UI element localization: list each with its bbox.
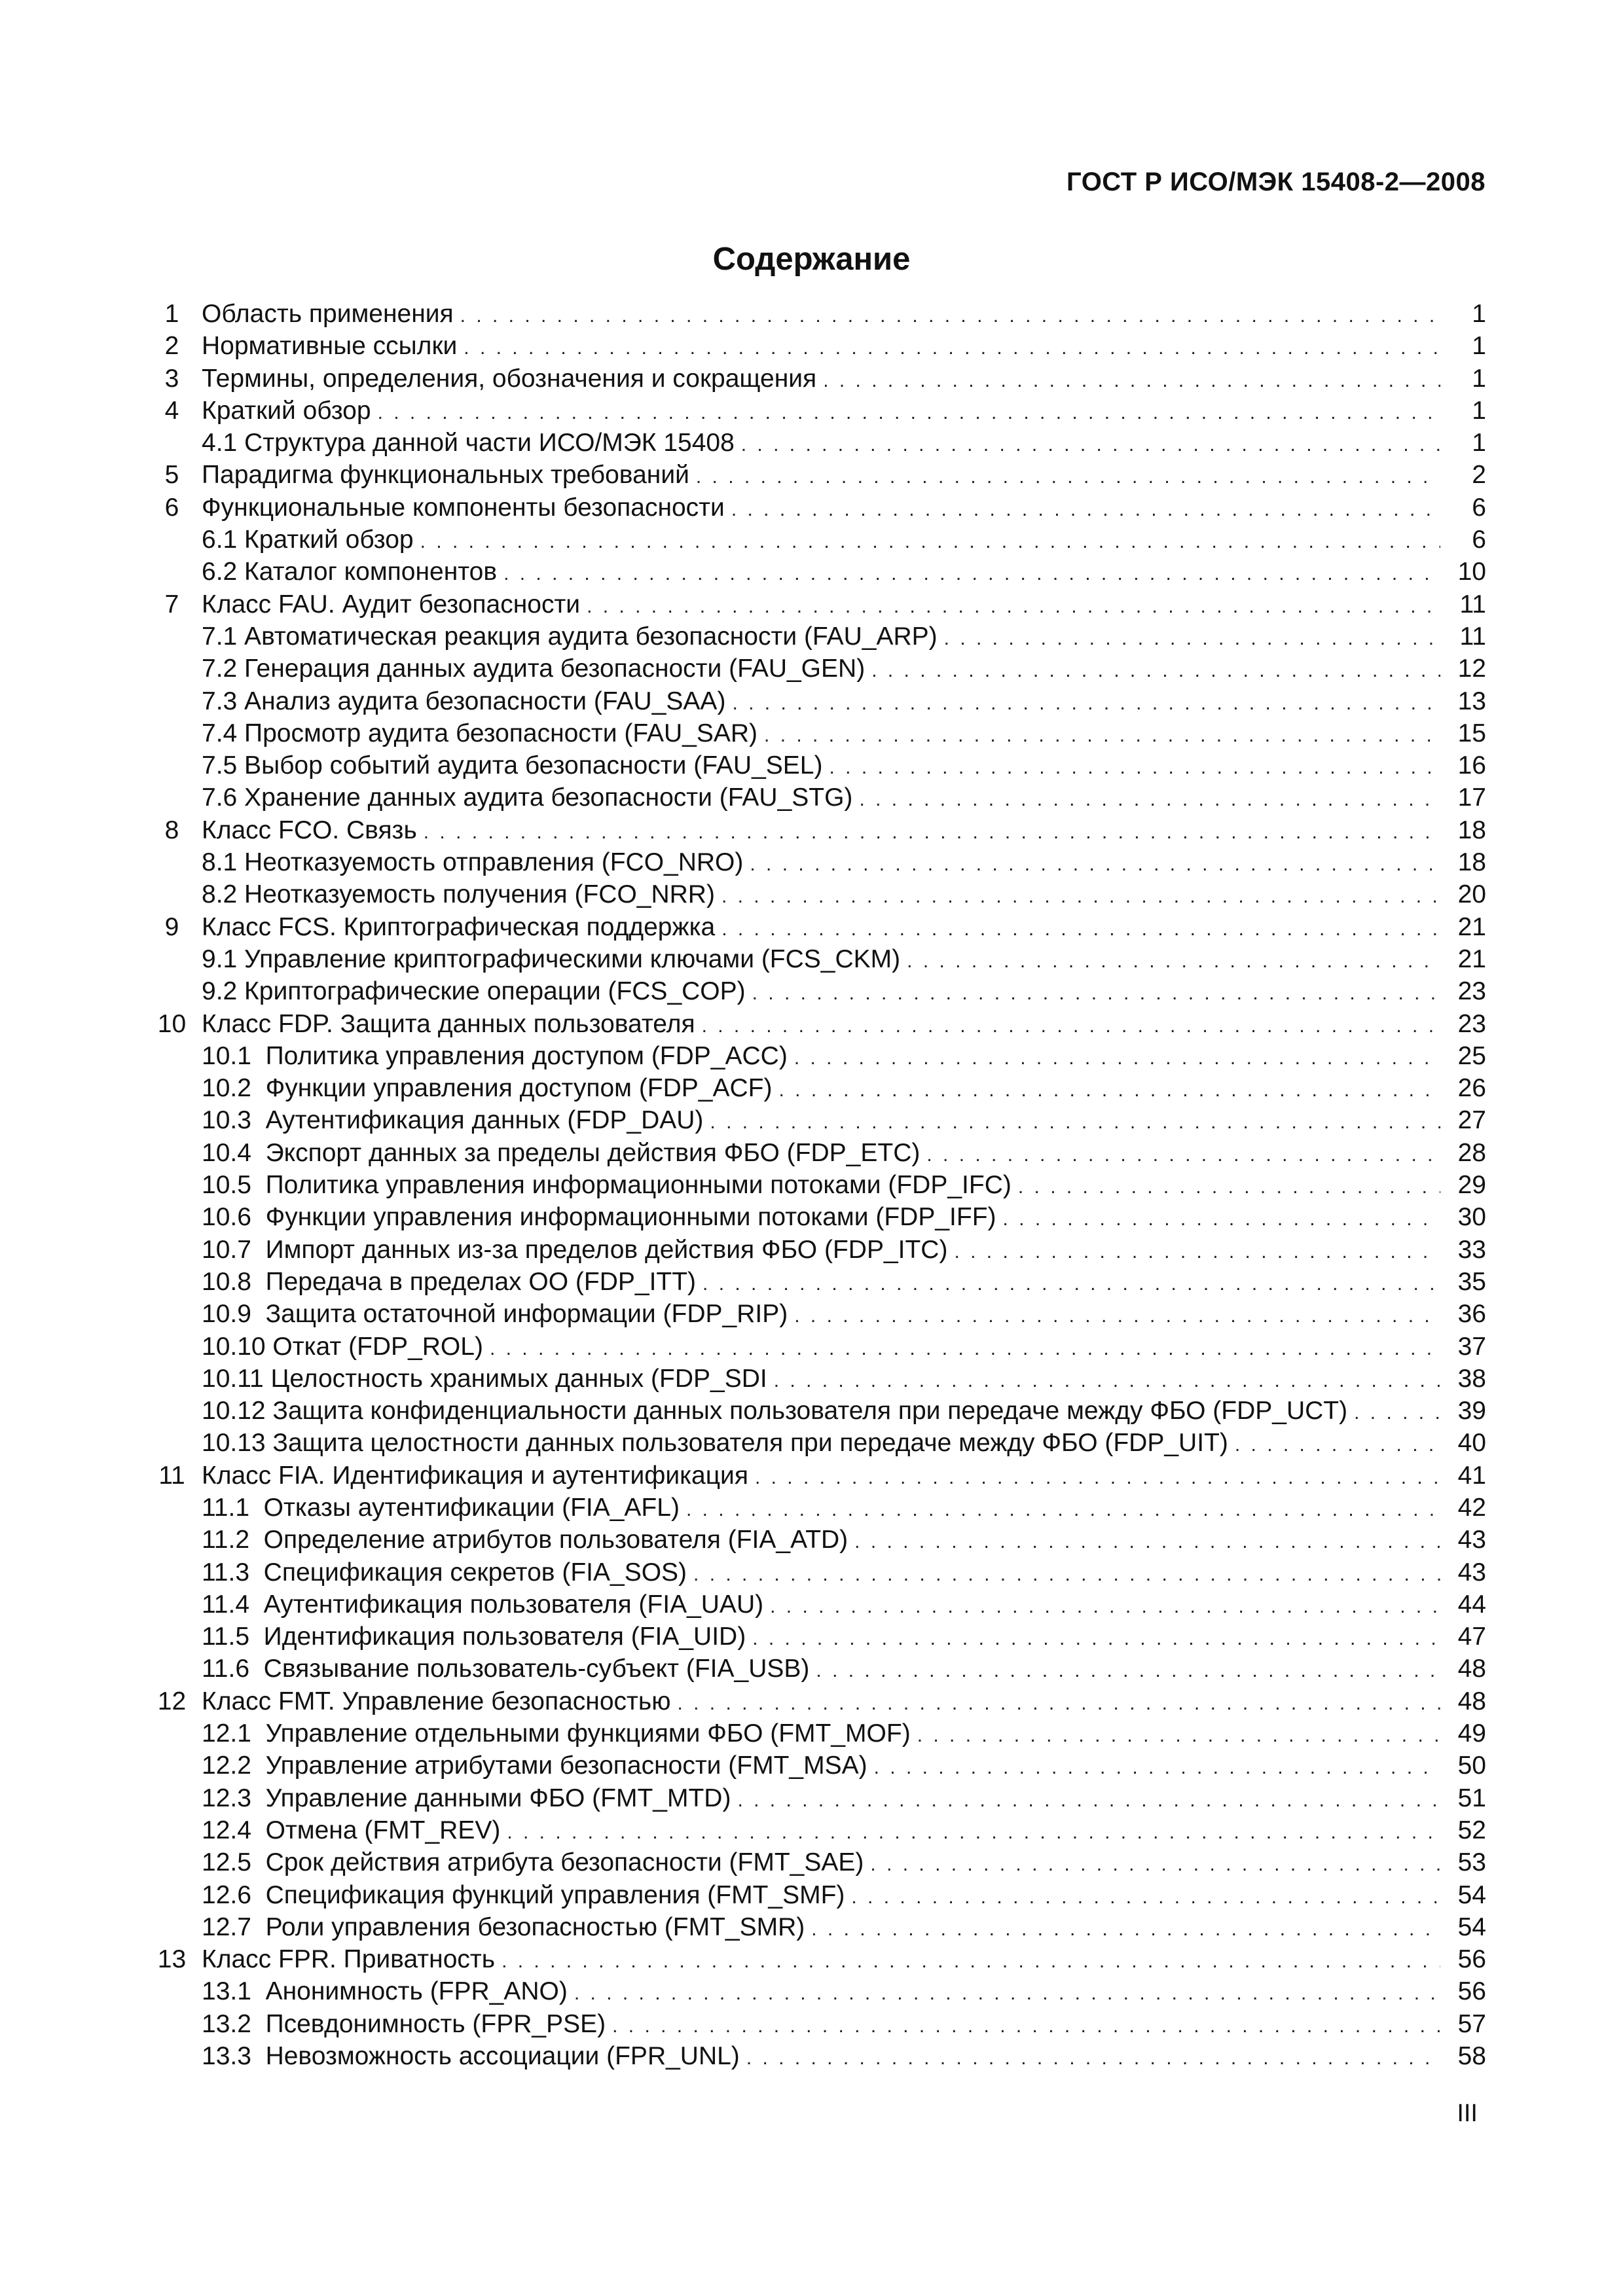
- toc-entry-line: [202, 1621, 1486, 1655]
- toc-entry[interactable]: [157, 911, 1486, 943]
- toc-entry[interactable]: [157, 1975, 1486, 2007]
- toc-entry-title: 6.2 Каталог компонентов: [202, 558, 498, 586]
- toc-entry-number: 7: [164, 590, 179, 619]
- toc-entry-number: 13: [157, 1945, 187, 1974]
- toc-entry-leader-dots: [464, 332, 1440, 364]
- toc-entry-page: 23: [1457, 977, 1486, 1006]
- toc-entry-line: [202, 1717, 1486, 1751]
- toc-entry[interactable]: [157, 395, 1486, 427]
- toc-entry-leader-dots: [859, 783, 1440, 816]
- toc-entry-page: 47: [1457, 1623, 1486, 1651]
- toc-entry-line: [202, 1879, 1486, 1913]
- toc-entry-page: 41: [1457, 1461, 1486, 1490]
- toc-entry[interactable]: [157, 1556, 1486, 1588]
- toc-entry-page: 1: [1472, 429, 1486, 457]
- toc-entry[interactable]: [157, 1717, 1486, 1749]
- toc-entry-line: [202, 1040, 1486, 1074]
- toc-entry-title: 7.2 Генерация данных аудита безопасности (FAU_GEN): [202, 655, 866, 683]
- toc-entry-leader-dots: [503, 558, 1440, 590]
- toc-entry-line: [202, 620, 1486, 655]
- toc-entry-line: [202, 1137, 1486, 1171]
- toc-entry[interactable]: [157, 556, 1486, 588]
- toc-entry-title: 13.2 Псевдонимность (FPR_PSE): [202, 2009, 606, 2038]
- toc-entry-leader-dots: [794, 1042, 1440, 1074]
- toc-entry-number: 2: [164, 332, 179, 361]
- toc-entry[interactable]: [157, 1911, 1486, 1943]
- toc-entry-line: [202, 363, 1486, 397]
- toc-entry-line: [202, 1234, 1486, 1268]
- toc-entry-leader-dots: [774, 1365, 1440, 1397]
- toc-entry-title: 9.2 Криптографические операции (FCS_COP): [202, 977, 746, 1006]
- toc-entry-title: 11.4 Аутентификация пользователя (FIA_UAU): [202, 1590, 764, 1619]
- toc-entry[interactable]: [157, 1363, 1486, 1395]
- toc-entry-title: 4.1 Структура данной части ИСО/МЭК 15408: [202, 429, 735, 457]
- toc-entry-leader-dots: [764, 719, 1440, 751]
- toc-entry-number: 11: [158, 1461, 185, 1490]
- toc-entry-title: Класс FDP. Защита данных пользователя: [202, 1009, 695, 1038]
- toc-entry-page: 1: [1472, 332, 1486, 361]
- toc-entry-leader-dots: [490, 1333, 1440, 1365]
- toc-entry-page: 54: [1457, 1880, 1486, 1909]
- toc-entry[interactable]: [157, 1331, 1486, 1363]
- toc-entry-leader-dots: [693, 1558, 1440, 1590]
- toc-entry[interactable]: [157, 975, 1486, 1007]
- toc-entry-line: [202, 1492, 1486, 1526]
- toc-entry-leader-dots: [420, 526, 1440, 558]
- toc-entry[interactable]: [157, 1104, 1486, 1136]
- toc-entry-leader-dots: [677, 1687, 1440, 1719]
- toc-entry-line: [202, 1363, 1486, 1397]
- toc-entry[interactable]: [157, 1460, 1486, 1492]
- toc-entry-page: 18: [1457, 816, 1486, 844]
- toc-entry-leader-dots: [710, 1106, 1440, 1138]
- toc-entry-line: [202, 685, 1486, 719]
- toc-entry-leader-dots: [752, 1623, 1440, 1655]
- toc-entry-page: 25: [1457, 1041, 1486, 1070]
- toc-entry[interactable]: [157, 1072, 1486, 1104]
- toc-entry-line: [202, 1782, 1486, 1816]
- toc-entry-page: 48: [1457, 1655, 1486, 1683]
- toc-entry-page: 27: [1457, 1106, 1486, 1135]
- toc-entry-title: 12.3 Управление данными ФБО (FMT_MTD): [202, 1784, 731, 1812]
- toc-entry[interactable]: [157, 781, 1486, 814]
- toc-entry-leader-dots: [424, 816, 1440, 848]
- toc-entry-leader-dots: [721, 880, 1440, 912]
- toc-entry-leader-dots: [1354, 1397, 1440, 1429]
- toc-entry-leader-dots: [954, 1236, 1440, 1268]
- toc-entry-title: Класс FIA. Идентификация и аутентификация: [202, 1461, 748, 1490]
- toc-entry-line: [202, 781, 1486, 816]
- toc-entry-leader-dots: [378, 397, 1440, 429]
- toc-entry-title: Краткий обзор: [202, 396, 371, 425]
- toc-entry-line: [202, 1653, 1486, 1687]
- toc-entry-page: 29: [1457, 1171, 1486, 1200]
- toc-entry-title: 8.1 Неотказуемость отправления (FCO_NRO): [202, 848, 744, 877]
- toc-entry-page: 16: [1457, 751, 1486, 780]
- toc-entry-line: [202, 1685, 1486, 1719]
- toc-entry-title: 7.4 Просмотр аудита безопасности (FAU_SAR): [202, 719, 758, 747]
- toc-entry-line: [202, 943, 1486, 977]
- toc-entry-title: 10.7 Импорт данных из-за пределов действия ФБО (FDP_ITC): [202, 1235, 948, 1264]
- toc-entry-page: 40: [1457, 1429, 1486, 1458]
- toc-entry-leader-dots: [702, 1268, 1440, 1300]
- toc-entry-leader-dots: [507, 1816, 1440, 1848]
- toc-entry-number: 1: [164, 300, 179, 328]
- toc-entry-leader-dots: [460, 300, 1440, 332]
- toc-entry[interactable]: [157, 1298, 1486, 1330]
- toc-entry-number: 6: [164, 493, 179, 522]
- toc-entry-page: 21: [1457, 912, 1486, 941]
- toc-entry-line: [202, 492, 1486, 526]
- toc-entry[interactable]: [157, 330, 1486, 362]
- toc-entry-line: [202, 717, 1486, 751]
- toc-entry-line: [202, 878, 1486, 912]
- toc-entry-line: [202, 1943, 1486, 1977]
- toc-entry-title: 7.6 Хранение данных аудита безопасности (FAU_STG): [202, 783, 853, 812]
- toc-entry-leader-dots: [696, 461, 1440, 493]
- toc-entry-leader-dots: [752, 977, 1440, 1009]
- page-number: III: [1457, 2100, 1478, 2127]
- toc-entry-line: [202, 911, 1486, 945]
- toc-entry-page: 18: [1457, 848, 1486, 877]
- toc-entry-page: 52: [1457, 1816, 1486, 1844]
- toc-entry-title: 10.1 Политика управления доступом (FDP_ACC): [202, 1041, 788, 1070]
- toc-entry-title: 11.2 Определение атрибутов пользователя (FIA_ATD): [202, 1526, 848, 1554]
- toc-entry-title: 10.10 Откат (FDP_ROL): [202, 1332, 483, 1361]
- toc-entry[interactable]: [157, 1266, 1486, 1298]
- toc-entry-leader-dots: [778, 1074, 1440, 1106]
- toc-entry-page: 2: [1472, 461, 1486, 490]
- toc-entry-leader-dots: [854, 1526, 1440, 1558]
- toc-entry-page: 26: [1457, 1074, 1486, 1103]
- toc-entry-page: 20: [1457, 880, 1486, 909]
- toc-entry-title: 7.3 Анализ аудита безопасности (FAU_SAA): [202, 687, 726, 715]
- toc-entry[interactable]: [157, 1427, 1486, 1459]
- toc-entry-page: 11: [1459, 622, 1486, 651]
- toc-entry[interactable]: [157, 1040, 1486, 1072]
- toc-entry-title: Функциональные компоненты безопасности: [202, 493, 725, 522]
- toc-entry-leader-dots: [794, 1300, 1440, 1332]
- toc-entry-line: [202, 427, 1486, 461]
- toc-entry-leader-dots: [926, 1139, 1440, 1171]
- toc-entry-title: 9.1 Управление криптографическими ключами (FCS_CKM): [202, 944, 901, 973]
- toc-entry-line: [202, 1975, 1486, 2009]
- toc-entry-leader-dots: [907, 945, 1440, 977]
- toc-entry-leader-dots: [755, 1462, 1440, 1494]
- toc-entry-page: 12: [1457, 655, 1486, 683]
- toc-entry-page: 33: [1457, 1235, 1486, 1264]
- standard-header: ГОСТ Р ИСО/МЭК 15408-2—2008: [1067, 168, 1486, 196]
- toc-entry-title: Класс FPR. Приватность: [202, 1945, 496, 1974]
- toc-entry[interactable]: [157, 298, 1486, 330]
- toc-entry-number: 12: [157, 1687, 187, 1715]
- toc-entry[interactable]: [157, 1008, 1486, 1040]
- toc-entry-page: 1: [1472, 364, 1486, 393]
- toc-entry-leader-dots: [702, 1010, 1440, 1042]
- toc-entry-line: [202, 1556, 1486, 1590]
- toc-entry-title: Класс FAU. Аудит безопасности: [202, 590, 581, 619]
- toc-entry-leader-dots: [750, 848, 1440, 880]
- toc-entry[interactable]: [157, 717, 1486, 749]
- toc-entry-title: 10.5 Политика управления информационными потоками (FDP_IFC): [202, 1171, 1012, 1200]
- toc-entry[interactable]: [157, 2040, 1486, 2072]
- toc-entry[interactable]: [157, 459, 1486, 491]
- toc-entry-page: 36: [1457, 1300, 1486, 1329]
- toc-entry-title: 11.5 Идентификация пользователя (FIA_UID): [202, 1623, 746, 1651]
- toc-entry-title: 13.3 Невозможность ассоциации (FPR_UNL): [202, 2042, 740, 2071]
- toc-entry-title: Область применения: [202, 300, 454, 328]
- toc-entry[interactable]: [157, 846, 1486, 878]
- toc-entry-page: 30: [1457, 1203, 1486, 1232]
- toc-entry[interactable]: [157, 1943, 1486, 1975]
- toc-entry-leader-dots: [874, 1751, 1440, 1784]
- toc-entry-line: [202, 975, 1486, 1009]
- toc-entry-leader-dots: [721, 913, 1440, 945]
- toc-entry-leader-dots: [1018, 1171, 1440, 1203]
- toc-entry-title: Класс FMT. Управление безопасностью: [202, 1687, 671, 1715]
- toc-entry-page: 38: [1457, 1364, 1486, 1393]
- toc-entry-page: 56: [1457, 1945, 1486, 1974]
- toc-entry-title: 10.2 Функции управления доступом (FDP_ACF): [202, 1074, 773, 1103]
- toc-entry-leader-dots: [574, 1977, 1440, 2009]
- toc-entry-title: Класс FCS. Криптографическая поддержка: [202, 912, 716, 941]
- toc-entry[interactable]: [157, 1588, 1486, 1621]
- toc-entry-title: Парадигма функциональных требований: [202, 461, 689, 490]
- toc-entry-leader-dots: [741, 429, 1440, 461]
- toc-entry[interactable]: [157, 363, 1486, 395]
- toc-entry[interactable]: [157, 1749, 1486, 1782]
- toc-entry-page: 37: [1457, 1332, 1486, 1361]
- toc-entry-line: [202, 1524, 1486, 1558]
- toc-entry-page: 28: [1457, 1138, 1486, 1167]
- toc-entry-page: 56: [1457, 1977, 1486, 2006]
- toc-entry-title: 12.1 Управление отдельными функциями ФБО (FMT_MOF): [202, 1719, 911, 1748]
- toc-entry[interactable]: [157, 1234, 1486, 1266]
- toc-entry[interactable]: [157, 878, 1486, 910]
- toc-entry-page: 49: [1457, 1719, 1486, 1748]
- toc-entry-leader-dots: [612, 2010, 1440, 2042]
- toc-entry-page: 39: [1457, 1397, 1486, 1426]
- toc-entry-line: [202, 1104, 1486, 1138]
- toc-entry-leader-dots: [871, 655, 1440, 687]
- toc-entry-title: 11.6 Связывание пользователь-субъект (FIA_USB): [202, 1655, 810, 1683]
- toc-entry-leader-dots: [1003, 1203, 1440, 1235]
- toc-entry-title: 11.1 Отказы аутентификации (FIA_AFL): [202, 1493, 680, 1522]
- page-title: Содержание: [712, 242, 911, 277]
- toc-entry-page: 44: [1457, 1590, 1486, 1619]
- toc-entry-page: 43: [1457, 1526, 1486, 1554]
- toc-entry-line: [202, 1331, 1486, 1365]
- toc-entry-leader-dots: [770, 1590, 1440, 1623]
- toc-entry-page: 21: [1457, 944, 1486, 973]
- toc-entry-line: [202, 1201, 1486, 1235]
- toc-entry-leader-dots: [823, 365, 1440, 397]
- toc-entry-page: 13: [1457, 687, 1486, 715]
- toc-entry-page: 54: [1457, 1912, 1486, 1941]
- toc-entry-page: 6: [1472, 493, 1486, 522]
- toc-entry[interactable]: [157, 1524, 1486, 1556]
- toc-entry-line: [202, 2040, 1486, 2074]
- toc-entry-leader-dots: [501, 1945, 1440, 1977]
- toc-entry[interactable]: [157, 814, 1486, 846]
- toc-entry-line: [202, 1298, 1486, 1332]
- toc-entry-line: [202, 1169, 1486, 1203]
- toc-entry-title: 12.2 Управление атрибутами безопасности (FMT_MSA): [202, 1751, 867, 1780]
- toc-entry-page: 6: [1472, 526, 1486, 554]
- toc-entry-line: [202, 814, 1486, 848]
- toc-entry-leader-dots: [917, 1719, 1440, 1751]
- toc-entry[interactable]: [157, 1395, 1486, 1427]
- table-of-contents: [157, 298, 1486, 2072]
- toc-entry-page: 43: [1457, 1558, 1486, 1587]
- toc-entry-title: 10.13 Защита целостности данных пользователя при передаче между ФБО (FDP_UIT): [202, 1429, 1228, 1458]
- toc-entry[interactable]: [157, 653, 1486, 685]
- toc-entry-leader-dots: [870, 1848, 1440, 1880]
- toc-entry[interactable]: [157, 1879, 1486, 1911]
- toc-entry-number: 9: [164, 912, 179, 941]
- toc-entry-line: [202, 653, 1486, 687]
- toc-entry-page: 17: [1457, 783, 1486, 812]
- toc-entry[interactable]: [157, 1846, 1486, 1878]
- toc-entry-page: 1: [1472, 396, 1486, 425]
- toc-entry-line: [202, 846, 1486, 880]
- toc-entry-page: 10: [1457, 558, 1486, 586]
- toc-entry-title: 12.7 Роли управления безопасностью (FMT_SMR): [202, 1912, 805, 1941]
- toc-entry-page: 42: [1457, 1493, 1486, 1522]
- toc-entry-number: 3: [164, 364, 179, 393]
- toc-entry-page: 51: [1457, 1784, 1486, 1812]
- toc-entry-title: 12.4 Отмена (FMT_REV): [202, 1816, 501, 1844]
- toc-entry-title: Класс FCO. Связь: [202, 816, 417, 844]
- toc-entry-title: Нормативные ссылки: [202, 332, 458, 361]
- toc-entry[interactable]: [157, 620, 1486, 653]
- toc-entry[interactable]: [157, 1492, 1486, 1524]
- toc-entry-leader-dots: [944, 622, 1440, 655]
- toc-entry-page: 11: [1459, 590, 1486, 619]
- toc-entry[interactable]: [157, 524, 1486, 556]
- toc-entry-title: 12.5 Срок действия атрибута безопасности (FMT_SAE): [202, 1848, 864, 1877]
- toc-entry-number: 5: [164, 461, 179, 490]
- toc-entry-title: 7.5 Выбор событий аудита безопасности (FAU_SEL): [202, 751, 823, 780]
- toc-entry-leader-dots: [811, 1913, 1440, 1945]
- toc-entry[interactable]: [157, 943, 1486, 975]
- toc-entry-line: [202, 1814, 1486, 1848]
- toc-entry[interactable]: [157, 1782, 1486, 1814]
- toc-entry-leader-dots: [732, 687, 1440, 719]
- toc-entry[interactable]: [157, 1685, 1486, 1717]
- toc-entry-leader-dots: [746, 2042, 1440, 2074]
- toc-entry-title: 10.4 Экспорт данных за пределы действия ФБО (FDP_ETC): [202, 1138, 921, 1167]
- toc-entry-number: 4: [164, 396, 179, 425]
- toc-entry-page: 53: [1457, 1848, 1486, 1877]
- toc-entry-line: [202, 298, 1486, 332]
- toc-entry[interactable]: [157, 588, 1486, 620]
- toc-entry-leader-dots: [587, 590, 1440, 622]
- toc-entry-title: 7.1 Автоматическая реакция аудита безопасности (FAU_ARP): [202, 622, 938, 651]
- toc-entry-title: 10.6 Функции управления информационными потоками (FDP_IFF): [202, 1203, 996, 1232]
- toc-entry-line: [202, 1460, 1486, 1494]
- toc-entry-line: [202, 459, 1486, 493]
- toc-entry-title: 10.12 Защита конфиденциальности данных пользователя при передаче между ФБО (FDP_UCT): [202, 1397, 1348, 1426]
- toc-entry-title: Термины, определения, обозначения и сокращения: [202, 364, 817, 393]
- toc-entry-line: [202, 1266, 1486, 1300]
- toc-entry-line: [202, 524, 1486, 558]
- toc-entry-leader-dots: [851, 1881, 1440, 1913]
- toc-entry-line: [202, 588, 1486, 622]
- toc-entry-title: 10.11 Целостность хранимых данных (FDP_SDI: [202, 1364, 767, 1393]
- toc-entry-leader-dots: [731, 493, 1440, 526]
- toc-entry[interactable]: [157, 749, 1486, 781]
- toc-entry-leader-dots: [1235, 1429, 1440, 1461]
- toc-entry-leader-dots: [686, 1494, 1440, 1526]
- toc-entry[interactable]: [157, 685, 1486, 717]
- toc-entry-line: [202, 1588, 1486, 1623]
- toc-entry-line: [202, 330, 1486, 364]
- toc-entry-page: 50: [1457, 1751, 1486, 1780]
- toc-entry-title: 11.3 Спецификация секретов (FIA_SOS): [202, 1558, 687, 1587]
- toc-entry-line: [202, 395, 1486, 429]
- toc-entry-line: [202, 749, 1486, 783]
- toc-entry-page: 57: [1457, 2009, 1486, 2038]
- toc-entry-leader-dots: [829, 751, 1440, 783]
- toc-entry[interactable]: [157, 1169, 1486, 1201]
- toc-entry-line: [202, 1749, 1486, 1784]
- toc-entry-page: 23: [1457, 1009, 1486, 1038]
- toc-entry-page: 35: [1457, 1267, 1486, 1296]
- toc-entry-line: [202, 556, 1486, 590]
- toc-entry-title: 6.1 Краткий обзор: [202, 526, 414, 554]
- toc-entry-line: [202, 1008, 1486, 1042]
- toc-entry[interactable]: [157, 1814, 1486, 1846]
- toc-entry[interactable]: [157, 427, 1486, 459]
- toc-entry-title: 10.8 Передача в пределах ОО (FDP_ITT): [202, 1267, 697, 1296]
- toc-entry[interactable]: [157, 1621, 1486, 1653]
- toc-entry[interactable]: [157, 1653, 1486, 1685]
- toc-entry-line: [202, 2008, 1486, 2042]
- toc-entry-leader-dots: [737, 1784, 1440, 1816]
- toc-entry[interactable]: [157, 1201, 1486, 1233]
- toc-entry-title: 13.1 Анонимность (FPR_ANO): [202, 1977, 568, 2006]
- toc-entry[interactable]: [157, 2008, 1486, 2040]
- toc-entry-page: 1: [1472, 300, 1486, 328]
- toc-entry-title: 10.9 Защита остаточной информации (FDP_RIP): [202, 1300, 788, 1329]
- toc-entry-title: 8.2 Неотказуемость получения (FCO_NRR): [202, 880, 715, 909]
- toc-entry-number: 10: [157, 1009, 187, 1038]
- toc-entry-line: [202, 1846, 1486, 1880]
- toc-entry-page: 48: [1457, 1687, 1486, 1715]
- toc-entry[interactable]: [157, 1137, 1486, 1169]
- toc-entry-page: 58: [1457, 2042, 1486, 2071]
- toc-entry-page: 15: [1457, 719, 1486, 747]
- toc-entry-leader-dots: [816, 1655, 1440, 1687]
- toc-entry-line: [202, 1427, 1486, 1461]
- toc-entry-line: [202, 1072, 1486, 1106]
- toc-entry[interactable]: [157, 492, 1486, 524]
- toc-entry-number: 8: [164, 816, 179, 844]
- toc-entry-title: 10.3 Аутентификация данных (FDP_DAU): [202, 1106, 704, 1135]
- toc-entry-title: 12.6 Спецификация функций управления (FMT_SMF): [202, 1880, 845, 1909]
- toc-entry-line: [202, 1395, 1486, 1429]
- toc-entry-line: [202, 1911, 1486, 1945]
